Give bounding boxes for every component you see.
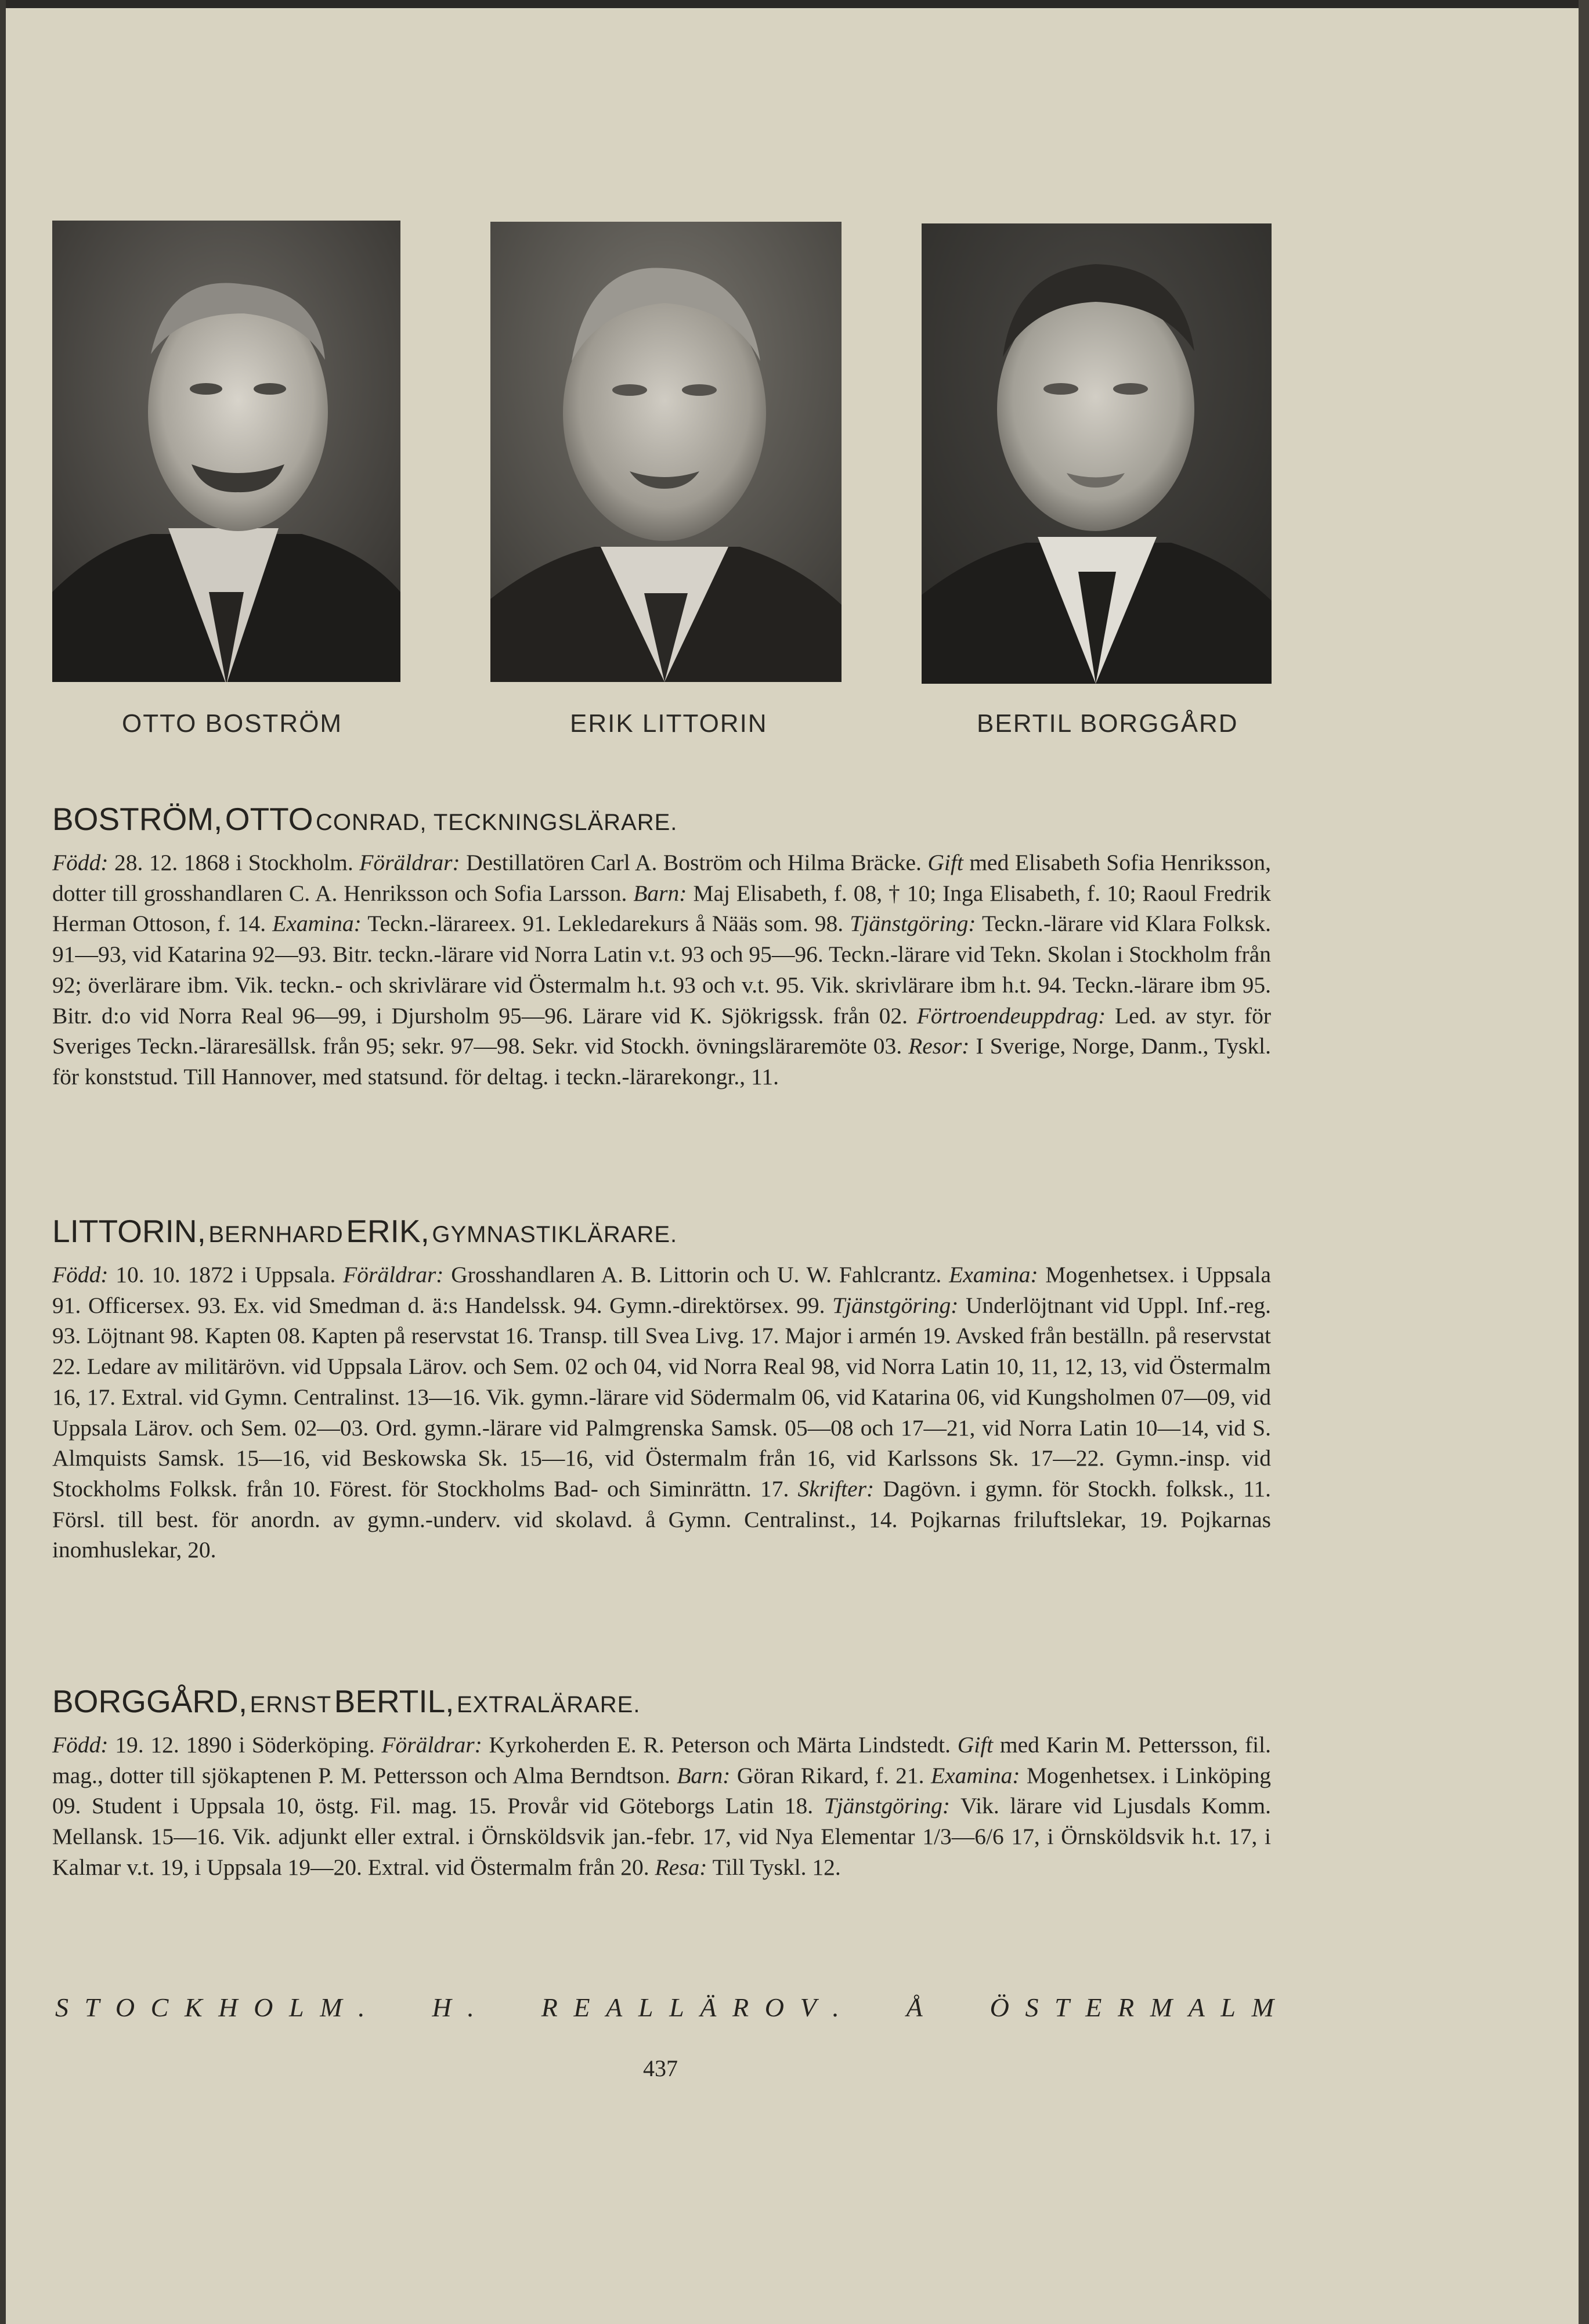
entry-given-name: BERTIL, [334,1683,454,1719]
field-label: Förtroendeuppdrag: [916,1002,1106,1029]
field-label: Gift [927,850,963,875]
page-number: 437 [643,2055,678,2081]
field-label: Föräldrar: [343,1262,444,1287]
entry-given-prefix: ERNST [250,1692,332,1717]
field-label: Född: [52,1262,109,1287]
field-text: Göran Rikard, f. 21. [730,1762,931,1788]
footer-word: R E A L L Ä R O V . [541,1993,839,2022]
entry-body [52,847,1271,1092]
field-text: Mogenhetsex. i Uppsala 91. Officersex. 93. Ex. vid Smedman d. ä:s Handelssk. 94. Gymn.-direktörsex. 99. [52,1262,1271,1318]
footer-word: S T O C K H O L M . [55,1993,365,2022]
entry-body [52,1730,1271,1883]
portrait-caption: ERIK LITTORIN [570,709,768,738]
field-text: med Elisabeth Sofia Henriksson, dotter till grosshandlaren C. A. Henriksson och Sofia Larsson. [52,850,1271,906]
field-text: Teckn.-lärareex. 91. Lekledarekurs å Nääs som. 98. [361,911,850,937]
scan-right-edge [1579,0,1589,2324]
running-footer [55,1992,1274,2023]
field-text: Teckn.-lärare vid Klara Folksk. 91—93, vid Katarina 92—93. Bitr. teckn.-lärare vid Norra Latin v.t. 93 och 95—96. Teckn.-lärare vid Tekn. Skolan i Stockholm från 92; överlärare ibm. Vik. teckn.- och skrivlärare vid Östermalm h.t. 93 och v.t. 95. Vik. skrivlärare ibm h.t. 94. Teckn.-lärare ibm 95. Bitr. d:o vid Norra Real 96—99, i Djursholm 95—96. Lärare vid K. Sjökrigssk. från 02. [52,911,1272,1029]
field-label: Skrifter: [797,1475,875,1502]
field-text: Maj Elisabeth, f. 08, † 10; Inga Elisabeth, f. 10; Raoul Fredrik Herman Ottoson, f. 14. [52,880,1271,937]
field-label: Resa: [655,1854,707,1880]
field-text: Grosshandlaren A. B. Littorin och U. W. Fahlcrantz. [443,1262,949,1287]
field-text: Mogenhetsex. i Linköping 09. Student i Uppsala 10, östg. Fil. mag. 15. Provår vid Göteborgs Latin 18. [52,1762,1271,1819]
field-label: Född: [52,1732,109,1758]
field-text: 10. 10. 1872 i Uppsala. [108,1262,344,1287]
biography-entry [52,1213,1271,1565]
entry-body [52,1260,1271,1565]
field-text: 19. 12. 1890 i Söderköping. [108,1732,382,1758]
entry-heading [52,801,1271,837]
entry-surname: BORGGÅRD, [52,1683,248,1719]
field-label: Examina: [930,1762,1020,1788]
scan-top-edge [0,0,1589,8]
field-label: Gift [957,1732,994,1758]
field-label: Föräldrar: [359,850,460,875]
field-text: med Karin M. Pettersson, fil. mag., dotter till sjökaptenen P. M. Pettersson och Alma Berndtson. [52,1732,1271,1788]
field-label: Född: [52,850,109,875]
portrait-photo-bertil-borggard [922,223,1272,684]
entry-given-prefix: BERNHARD [208,1222,344,1247]
footer-word: Ö S T E R M A L M [989,1993,1274,2022]
entry-title: CONRAD, TECKNINGSLÄRARE. [316,810,678,835]
field-label: Examina: [272,911,362,937]
field-text: Underlöjtnant vid Uppl. Inf.-reg. 93. Löjtnant 98. Kapten 08. Kapten på reservstat 16. Transp. till Svea Livg. 17. Major i armén 19. Avsked från beställn. på reservstat 22. Ledare av militärövn. vid Uppsala Lärov. och Sem. 02 och 04, vid Norra Real 98, vid Norra Latin 10, 11, 12, 13, vid Östermalm 16, 17. Extral. vid Gymn. Centralinst. 13—16. Vik. gymn.-lärare vid Södermalm 06, vid Katarina 06, vid Kungsholmen 07—09, vid Uppsala Lärov. och Sem. 02—03. Ord. gymn.-lärare vid Palmgrenska Samsk. 05—08 och 17—21, vid Norra Latin 10—14, vid S. Almquists Samsk. 15—16, vid Beskowska Sk. 15—16, vid Östermalm från 16, vid Karlssons Sk. 17—22. Gymn.-insp. vid Stockholms Folksk. från 10. Förest. för Stockholms Bad- och Siminrättn. 17. [52,1292,1271,1502]
field-text: I Sverige, Norge, Danm., Tyskl. för konststud. Till Hannover, med statsund. för deltag. i teckn.-lärarekongr., 11. [52,1033,1271,1089]
field-text: Till Tyskl. 12. [707,1854,841,1880]
field-label: Föräldrar: [381,1732,482,1758]
footer-word: Å [906,1993,923,2022]
field-label: Barn: [633,880,687,906]
footer-word: H . [432,1993,474,2022]
biography-entry [52,801,1271,1092]
portrait-caption: BERTIL BORGGÅRD [977,709,1238,738]
entry-heading [52,1683,1271,1719]
field-text: Dagövn. i gymn. för Stockh. folksk., 11. Försl. till best. för anordn. av gymn.-underv. vid skolavd. å Gymn. Centralinst., 14. Pojkarnas friluftslekar, 19. Pojkarnas inomhuslekar, 20. [52,1475,1271,1563]
field-text: Vik. lärare vid Ljusdals Komm. Mellansk. 15—16. Vik. adjunkt eller extral. i Örnsköldsvik jan.-febr. 17, vid Nya Elementar 1/3—6/6 17, i Örnsköldsvik h.t. 17, i Kalmar v.t. 19, i Uppsala 19—20. Extral. vid Östermalm från 20. [52,1793,1271,1880]
entry-surname: LITTORIN, [52,1213,206,1249]
entry-heading [52,1213,1271,1249]
field-text: Destillatören Carl A. Boström och Hilma Bräcke. [460,850,928,875]
biography-entry [52,1683,1271,1883]
field-label: Barn: [677,1762,731,1788]
entry-given-name: OTTO [225,801,313,837]
portrait-caption: OTTO BOSTRÖM [122,709,343,738]
entry-surname: BOSTRÖM, [52,801,223,837]
entry-title: GYMNASTIKLÄRARE. [432,1222,678,1247]
entry-given-name: ERIK, [346,1213,429,1249]
field-label: Tjänstgöring: [850,911,976,937]
field-label: Resor: [908,1033,970,1059]
field-label: Tjänstgöring: [824,1793,951,1819]
field-text: Led. av styr. för Sveriges Teckn.-läraresällsk. från 95; sekr. 97—98. Sekr. vid Stockh. övningslärаremöte 03. [52,1002,1271,1059]
field-text: 28. 12. 1868 i Stockholm. [108,850,360,875]
field-label: Examina: [949,1262,1038,1287]
entry-title: EXTRALÄRARE. [456,1692,641,1717]
field-text: Kyrkoherden E. R. Peterson och Märta Lindstedt. [482,1732,958,1758]
portrait-photo-otto-bostrom [52,221,400,682]
portrait-photo-erik-littorin [490,222,842,682]
scan-left-edge [0,0,6,2324]
field-label: Tjänstgöring: [832,1292,959,1318]
